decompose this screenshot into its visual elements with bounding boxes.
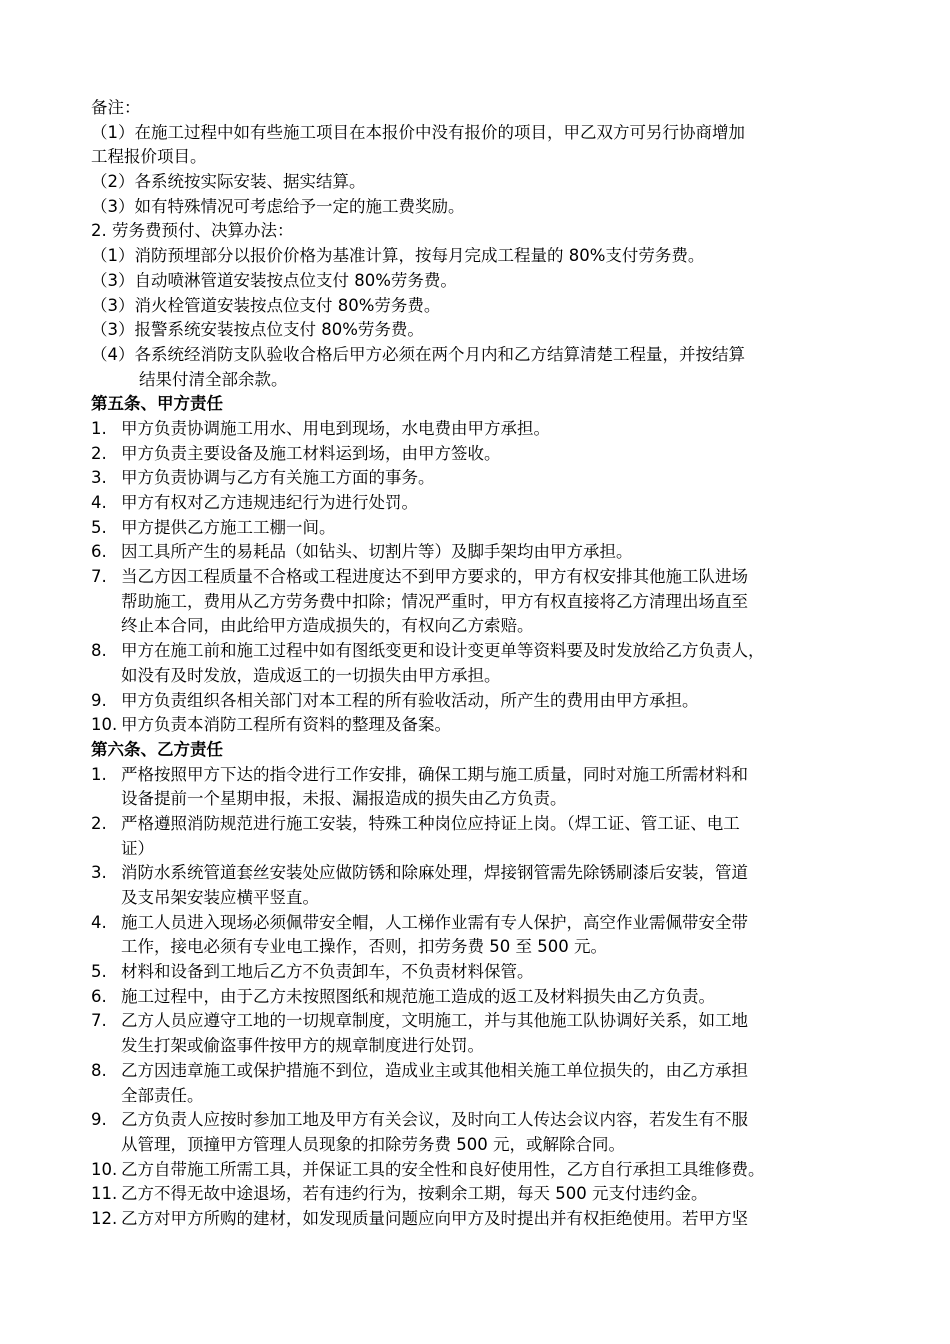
text-line [0, 195, 950, 220]
list-item-continuation: 证） [121, 838, 154, 858]
text-line [0, 689, 950, 714]
list-item-number: 11. [91, 1184, 118, 1204]
list-item-text: 甲方负责本消防工程所有资料的整理及备案。 [121, 715, 451, 735]
list-item-text: 因工具所产生的易耗品（如钻头、切割片等）及脚手架均由甲方承担。 [121, 542, 633, 562]
list-item-text: 乙方负责人应按时参加工地及甲方有关会议，及时向工人传达会议内容，若发生有不服 [121, 1110, 748, 1130]
list-item-number: 7. [91, 567, 107, 587]
list-item-continuation: 从管理，顶撞甲方管理人员现象的扣除劳务费 500 元，或解除合同。 [121, 1134, 625, 1154]
list-item-text: 当乙方因工程质量不合格或工程进度达不到甲方要求的，甲方有权安排其他施工队进场 [121, 567, 748, 587]
text-line [0, 145, 950, 170]
text-line [0, 417, 950, 442]
text-line [0, 812, 950, 837]
list-item: （3）自动喷淋管道安装按点位支付 80%劳务费。 [91, 270, 457, 290]
text-line [0, 985, 950, 1010]
list-item-number: 9. [91, 1110, 107, 1130]
text-line [0, 713, 950, 738]
text-line [0, 1009, 950, 1034]
list-item-text: 甲方负责主要设备及施工材料运到场，由甲方签收。 [121, 443, 501, 463]
text-line [0, 614, 950, 639]
list-item-text: 乙方因违章施工或保护措施不到位，造成业主或其他相关施工单位损失的，由乙方承担 [121, 1060, 748, 1080]
text-line [0, 269, 950, 294]
list-item-number: 4. [91, 493, 107, 512]
text-line [0, 442, 950, 467]
list-item-number: 6. [91, 986, 107, 1006]
text-line [0, 1108, 950, 1133]
text-line [0, 960, 950, 985]
list-item-number: 1. [91, 418, 107, 438]
list-item-text: 乙方对甲方所购的建材，如发现质量问题应向甲方及时提出并有权拒绝使用。若甲方坚 [121, 1208, 748, 1228]
document-page [0, 96, 950, 1232]
list-item: （3）报警系统安装按点位支付 80%劳务费。 [91, 320, 424, 340]
list-item-text: 乙方不得无故中途退场，若有违约行为，按剩余工期，每天 500 元支付违约金。 [121, 1184, 708, 1204]
text-line [0, 763, 950, 788]
text-line [0, 738, 950, 763]
list-item-number: 2. [91, 443, 107, 463]
list-item-text: 严格遵照消防规范进行施工安装，特殊工种岗位应持证上岗。（焊工证、管工证、电工 [121, 813, 740, 833]
list-item-text: 材料和设备到工地后乙方不负责卸车，不负责材料保管。 [121, 962, 534, 982]
list-item-text: 甲方有权对乙方违规违纪行为进行处罚。 [121, 493, 418, 512]
list-item-number: 8. [91, 1060, 107, 1080]
text-line [0, 1034, 950, 1059]
list-item-text: 乙方自带施工所需工具，并保证工具的安全性和良好使用性，乙方自行承担工具维修费。 [121, 1159, 765, 1179]
list-item-text: 乙方人员应遵守工地的一切规章制度，文明施工，并与其他施工队协调好关系，如工地 [121, 1011, 748, 1031]
list-item-number: 5. [91, 517, 107, 537]
list-item-number: 6. [91, 542, 107, 562]
list-item-text: 施工过程中，由于乙方未按照图纸和规范施工造成的返工及材料损失由乙方负责。 [121, 986, 715, 1006]
text-line [0, 837, 950, 862]
text-line [0, 244, 950, 269]
text-line [0, 294, 950, 319]
text-line [0, 1084, 950, 1109]
text-line [0, 590, 950, 615]
list-item: （2）各系统按实际安装、据实结算。 [91, 172, 366, 192]
text-line [0, 664, 950, 689]
list-item-number: 5. [91, 962, 107, 982]
text-line [0, 565, 950, 590]
list-item-continuation: 结果付清全部余款。 [139, 369, 288, 389]
list-item-text: 甲方负责协调与乙方有关施工方面的事务。 [121, 468, 435, 488]
list-item: （1）在施工过程中如有些施工项目在本报价中没有报价的项目，甲乙双方可另行协商增加 [91, 122, 745, 142]
list-item-continuation: 全部责任。 [121, 1085, 204, 1105]
list-item-number: 2. [91, 813, 107, 833]
text-line [0, 540, 950, 565]
list-item: （1）消防预埋部分以报价价格为基准计算，按每月完成工程量的 80%支付劳务费。 [91, 246, 705, 266]
text-line [0, 1158, 950, 1183]
text-line [0, 491, 950, 516]
text-line [0, 318, 950, 343]
list-item-text: 甲方负责组织各相关部门对本工程的所有验收活动，所产生的费用由甲方承担。 [121, 690, 699, 710]
list-item-continuation: 设备提前一个星期申报，未报、漏报造成的损失由乙方负责。 [121, 789, 567, 809]
text-line [0, 787, 950, 812]
list-item-text: 消防水系统管道套丝安装处应做防锈和除麻处理，焊接钢管需先除锈刷漆后安装，管道 [121, 863, 748, 883]
list-item-number: 3. [91, 468, 107, 488]
text-line [0, 516, 950, 541]
list-item-continuation: 如没有及时发放，造成返工的一切损失由甲方承担。 [121, 665, 501, 685]
list-item-number: 10. [91, 1159, 118, 1179]
list-item-number: 3. [91, 863, 107, 883]
list-item-number: 1. [91, 764, 107, 784]
list-item-continuation: 终止本合同，由此给甲方造成损失的，有权向乙方索赔。 [121, 616, 534, 636]
list-item-text: 施工人员进入现场必须佩带安全帽，人工梯作业需有专人保护，高空作业需佩带安全带 [121, 912, 748, 932]
section-heading: 备注： [91, 98, 141, 117]
list-item-text: 严格按照甲方下达的指令进行工作安排，确保工期与施工质量，同时对施工所需材料和 [121, 764, 748, 784]
text-line [0, 1059, 950, 1084]
text-line [0, 368, 950, 393]
list-item-number: 10. [91, 715, 118, 735]
list-item-number: 8. [91, 641, 107, 661]
text-line [0, 1182, 950, 1207]
list-item: （4）各系统经消防支队验收合格后甲方必须在两个月内和乙方结算清楚工程量，并按结算 [91, 344, 745, 364]
article-heading: 第六条、乙方责任 [91, 739, 223, 759]
text-line [0, 219, 950, 244]
list-item-text: 甲方负责协调施工用水、用电到现场，水电费由甲方承担。 [121, 418, 550, 438]
list-item-continuation: 工程报价项目。 [91, 147, 207, 167]
text-line [0, 170, 950, 195]
list-item-number: 12. [91, 1208, 118, 1228]
text-line [0, 861, 950, 886]
list-item-continuation: 发生打架或偷盗事件按甲方的规章制度进行处罚。 [121, 1036, 484, 1056]
list-item-continuation: 及支吊架安装应横平竖直。 [121, 888, 319, 907]
text-line [0, 392, 950, 417]
list-item-continuation: 工作，接电必须有专业电工操作，否则，扣劳务费 50 至 500 元。 [121, 937, 607, 957]
list-item-text: 甲方提供乙方施工工棚一间。 [121, 517, 336, 537]
list-item-number: 9. [91, 690, 107, 710]
list-item-number: 4. [91, 912, 107, 932]
text-line [0, 935, 950, 960]
list-item-number: 7. [91, 1011, 107, 1031]
section-heading: 2. 劳务费预付、决算办法： [91, 221, 294, 241]
text-line [0, 886, 950, 911]
text-line [0, 1207, 950, 1232]
list-item-continuation: 帮助施工，费用从乙方劳务费中扣除；情况严重时，甲方有权直接将乙方清理出场直至 [121, 591, 748, 611]
list-item: （3）消火栓管道安装按点位支付 80%劳务费。 [91, 295, 441, 315]
list-item-text: 甲方在施工前和施工过程中如有图纸变更和设计变更单等资料要及时发放给乙方负责人， [121, 641, 765, 661]
text-line [0, 343, 950, 368]
text-line [0, 96, 950, 121]
article-heading: 第五条、甲方责任 [91, 394, 223, 414]
list-item: （3）如有特殊情况可考虑给予一定的施工费奖励。 [91, 196, 465, 216]
text-line [0, 121, 950, 146]
text-line [0, 1133, 950, 1158]
text-line [0, 639, 950, 664]
text-line [0, 466, 950, 491]
text-line [0, 911, 950, 936]
